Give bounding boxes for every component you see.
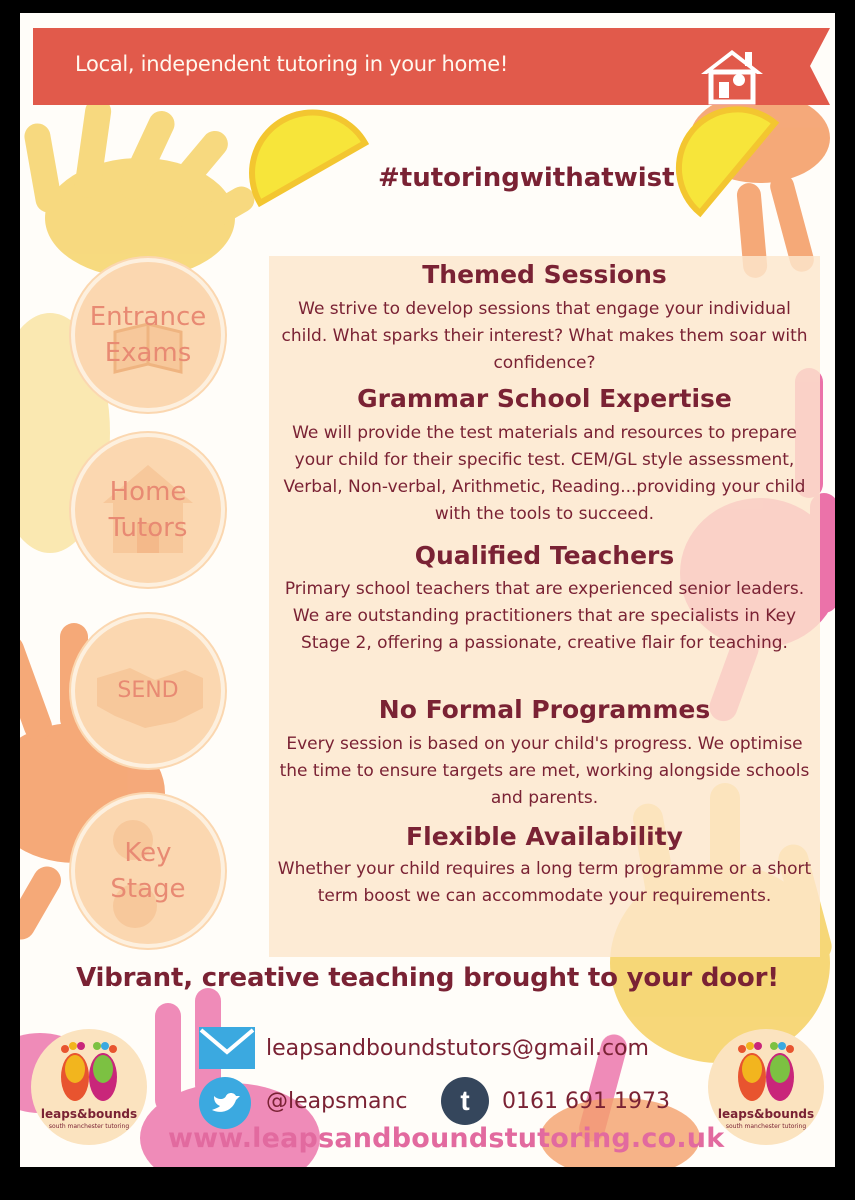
circle-label-line2: Tutors (108, 513, 188, 543)
section-title: Flexible Availability (406, 822, 683, 851)
email-icon (198, 1026, 256, 1070)
logo-name: leaps&bounds (40, 1107, 138, 1121)
circle-key-stage (75, 798, 221, 944)
section-body: Every session is based on your child's progress. We optimise the time to ensure targets are met, working alongside schools and parents. (279, 734, 810, 808)
content-panel (269, 256, 820, 957)
circle-label-line1: Home (109, 477, 187, 507)
circle-home-tutors (75, 437, 221, 583)
twitter-handle-link[interactable]: @leapsmanc (266, 1089, 408, 1114)
email-link[interactable]: leapsandboundstutors@gmail.com (266, 1036, 649, 1061)
circle-entrance-exams (75, 262, 221, 408)
banner-ribbon (20, 13, 835, 133)
section-body: We strive to develop sessions that engage your individual child. What sparks their interest? What makes them soar with confidence? (281, 299, 808, 373)
logo-subtitle: south manchester tutoring (725, 1123, 807, 1130)
circle-label-line2: Stage (110, 874, 186, 904)
twitter-icon[interactable] (198, 1076, 252, 1130)
logo-right (708, 1029, 824, 1145)
logo-left (31, 1029, 147, 1145)
phone-link[interactable]: 0161 691 1973 (502, 1089, 670, 1114)
section-title: Themed Sessions (422, 260, 667, 289)
website-link[interactable]: www.leapsandboundstutoring.co.uk (168, 1123, 725, 1154)
logo-subtitle: south manchester tutoring (48, 1123, 130, 1130)
section-body: Primary school teachers that are experienced senior leaders. We are outstanding practitioners that are specialists in Key Stage 2, offering a passionate, creative flair for teaching. (284, 579, 805, 653)
section-title: Grammar School Expertise (357, 384, 732, 413)
svg-text:t: t (460, 1085, 470, 1116)
section-body: Whether your child requires a long term programme or a short term boost we can accommodate your requirements. (277, 859, 812, 906)
section-title: No Formal Programmes (378, 695, 711, 724)
hashtag-heading: #tutoringwithatwist (378, 163, 675, 193)
banner-text: Local, independent tutoring in your home! (75, 52, 508, 76)
section-title: Qualified Teachers (414, 541, 675, 570)
section-body: We will provide the test materials and resources to prepare your child for their specific test. CEM/GL style assessment, Verbal, Non-verbal, Arithmetic, Reading...providing your child with the tools to succeed. (283, 423, 806, 524)
circle-label-line1: SEND (117, 678, 179, 703)
circle-label-line1: Key (124, 838, 172, 868)
tagline: Vibrant, creative teaching brought to your door! (76, 963, 779, 993)
flyer (20, 13, 835, 1167)
circle-label-line2: Exams (104, 338, 192, 368)
logo-name: leaps&bounds (717, 1107, 815, 1121)
tumblr-icon[interactable] (440, 1076, 490, 1126)
circle-label-line1: Entrance (89, 302, 207, 332)
circle-send (75, 618, 221, 764)
